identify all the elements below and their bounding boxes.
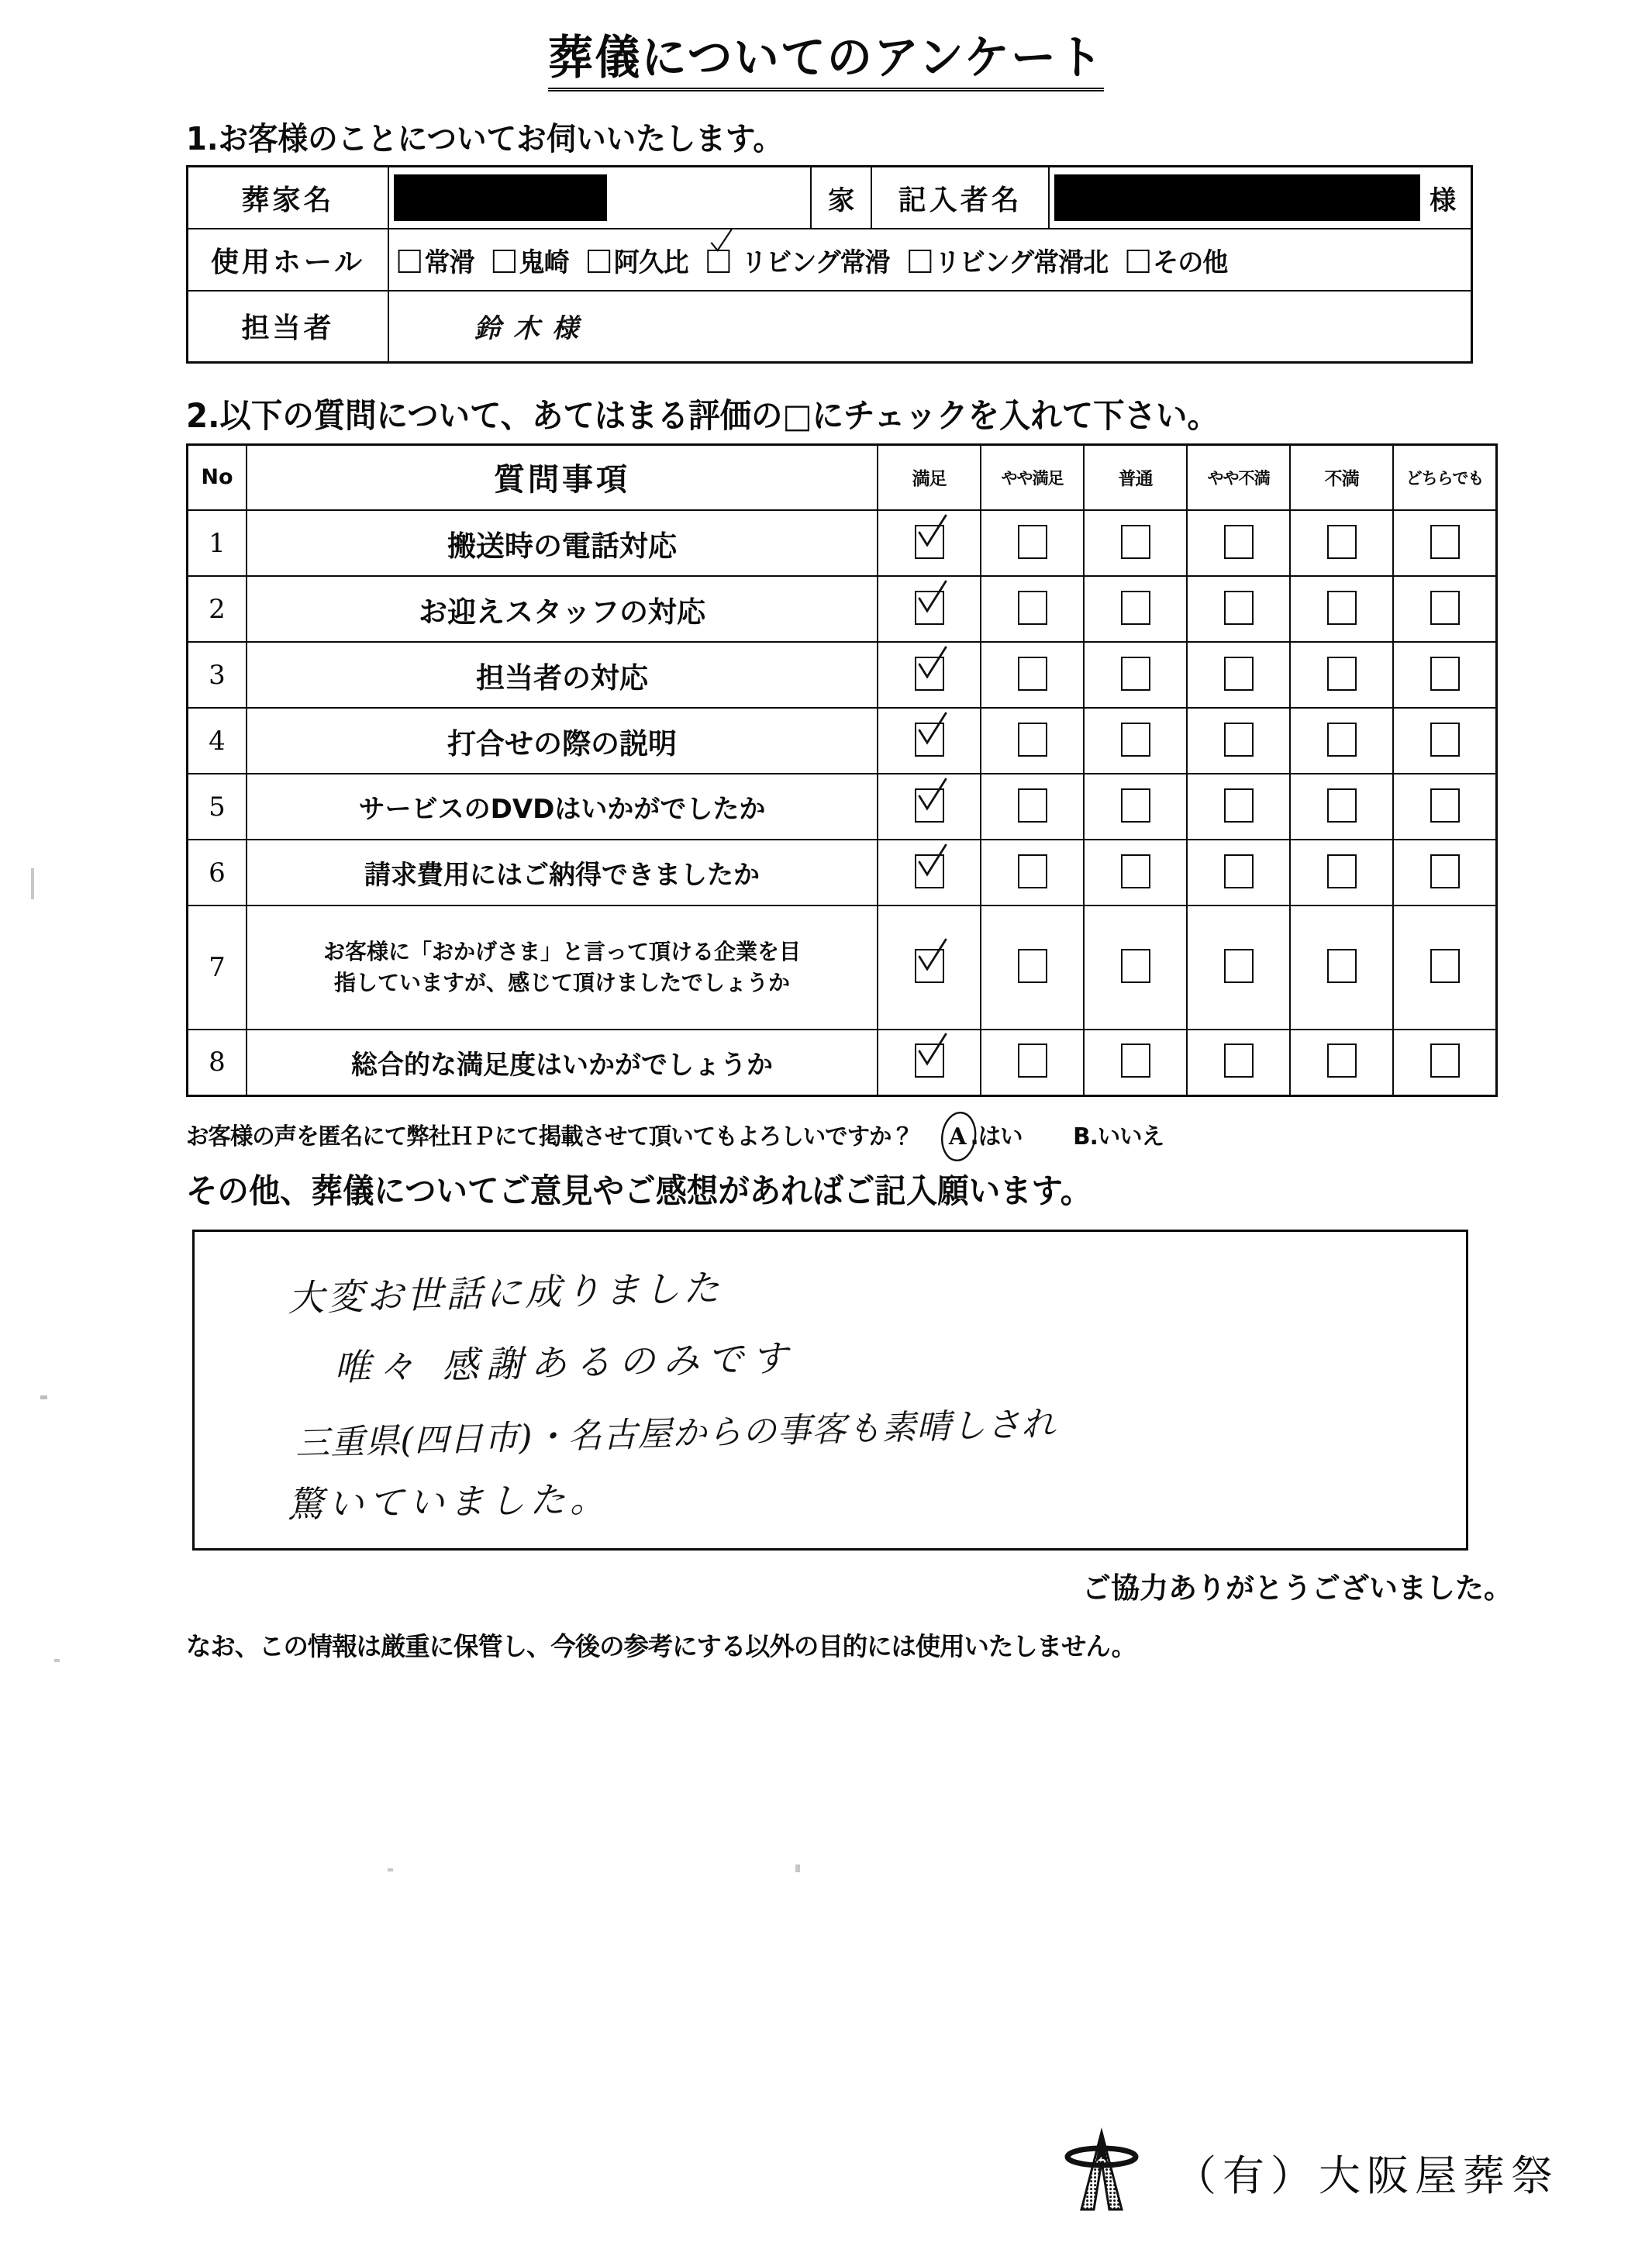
table-row: [188, 708, 1497, 774]
rating-cell[interactable]: [1393, 642, 1497, 708]
column-header-rating-1: やや満足: [981, 444, 1084, 510]
table-row: [188, 906, 1497, 1030]
rating-cell[interactable]: [1290, 576, 1393, 642]
checkbox-icon[interactable]: [1430, 949, 1460, 983]
rating-cell[interactable]: [1187, 840, 1290, 906]
rating-cell[interactable]: [1084, 774, 1187, 840]
section-1-heading: 1.お客様のことについてお伺いいたします。: [186, 120, 783, 157]
rating-cell[interactable]: [1187, 774, 1290, 840]
checkbox-icon[interactable]: [1018, 854, 1047, 888]
rating-cell[interactable]: [1187, 510, 1290, 576]
label-writer-name: 記入者名: [871, 167, 1049, 229]
rating-cell[interactable]: [878, 642, 981, 708]
comment-line-4: 驚いていました。: [287, 1477, 611, 1526]
checkbox-icon[interactable]: [1224, 949, 1254, 983]
hall-label: 阿久比: [613, 247, 688, 278]
check-mark-icon: [915, 778, 949, 813]
checkbox-icon[interactable]: [1327, 854, 1357, 888]
question-number: 7: [188, 906, 247, 1030]
checkbox-icon[interactable]: [915, 788, 944, 823]
question-number: 5: [188, 774, 247, 840]
rating-cell[interactable]: [1290, 774, 1393, 840]
checkbox-icon[interactable]: [493, 250, 516, 273]
label-staff: 担当者: [188, 291, 389, 362]
hall-label: 鬼崎: [519, 247, 569, 278]
checkbox-icon[interactable]: [915, 854, 944, 888]
question-text-line-1: お客様に「おかげさま」と言って頂ける企業を目: [322, 939, 801, 965]
question-number: 1: [188, 510, 247, 576]
table-row: [188, 1030, 1497, 1095]
rating-cell[interactable]: [878, 576, 981, 642]
hall-label: その他: [1153, 247, 1228, 278]
check-mark-icon: [915, 712, 949, 747]
rating-cell[interactable]: [1084, 642, 1187, 708]
rating-cell[interactable]: [1393, 1030, 1497, 1095]
column-header-rating-0: 満足: [878, 444, 981, 510]
hall-option-onizaki[interactable]: [493, 241, 569, 279]
checkbox-icon[interactable]: [1018, 525, 1047, 559]
section-2-heading: 2.以下の質問について、あてはまる評価の□にチェックを入れて下さい。: [186, 396, 1219, 436]
rating-cell[interactable]: [1084, 576, 1187, 642]
rating-cell[interactable]: [981, 1030, 1084, 1095]
thanks-message: ご協力ありがとうございました。: [1082, 1571, 1512, 1605]
rating-cell[interactable]: [1393, 906, 1497, 1030]
suffix-writer: 様: [1430, 185, 1457, 216]
checkbox-icon[interactable]: [1018, 949, 1047, 983]
field-staff-name[interactable]: 鈴木様: [388, 291, 1472, 362]
column-header-item: 質問事項: [247, 444, 878, 510]
consent-option-a-text: .はい: [970, 1123, 1023, 1150]
checkbox-icon[interactable]: [1224, 657, 1254, 691]
rating-cell[interactable]: [878, 906, 981, 1030]
customer-info-table: [186, 165, 1473, 364]
checkbox-icon[interactable]: [915, 1043, 944, 1078]
comment-line-3: 三重県(四日市)・名古屋からの事客も素晴しされ: [295, 1403, 1057, 1464]
rating-cell[interactable]: [1393, 840, 1497, 906]
checkbox-icon[interactable]: [1121, 657, 1150, 691]
rating-cell[interactable]: [1290, 642, 1393, 708]
rating-cell[interactable]: [1084, 906, 1187, 1030]
comment-line-1: 大変お世話に成りました: [287, 1266, 723, 1320]
rating-cell[interactable]: [1393, 708, 1497, 774]
question-number: 3: [188, 642, 247, 708]
checkbox-icon[interactable]: [1430, 657, 1460, 691]
hall-label: 常滑: [424, 247, 474, 278]
rating-cell[interactable]: [1084, 708, 1187, 774]
checkbox-icon[interactable]: [1327, 525, 1357, 559]
hall-option-other[interactable]: [1126, 241, 1227, 279]
rating-cell[interactable]: [981, 840, 1084, 906]
hp-consent-question: お客様の声を匿名にて弊社ＨＰにて掲載させて頂いてもよろしいですか？: [186, 1123, 913, 1150]
questions-table-body: [188, 510, 1497, 1095]
checkbox-icon[interactable]: [1121, 788, 1150, 823]
page-title-wrap: [0, 31, 1652, 91]
checkbox-icon[interactable]: [1327, 1043, 1357, 1078]
rating-cell[interactable]: [981, 774, 1084, 840]
field-family-name[interactable]: [388, 167, 811, 229]
rating-cell[interactable]: [981, 510, 1084, 576]
checkbox-icon[interactable]: [1327, 723, 1357, 757]
rating-cell[interactable]: [1290, 906, 1393, 1030]
hall-label: リビング常滑北: [934, 247, 1109, 278]
rating-cell[interactable]: [1393, 576, 1497, 642]
rating-cell[interactable]: [878, 510, 981, 576]
hall-option-agui[interactable]: [588, 241, 688, 279]
rating-cell[interactable]: [878, 708, 981, 774]
comment-box[interactable]: [192, 1230, 1468, 1551]
question-text: お迎えスタッフの対応: [247, 576, 878, 642]
table-row: [188, 642, 1497, 708]
question-text-line-2: 指していますが、感じて頂けましたでしょうか: [333, 970, 790, 995]
question-number: 2: [188, 576, 247, 642]
check-mark-icon: [708, 229, 733, 255]
table-row: [188, 510, 1497, 576]
check-mark-icon: [915, 580, 949, 616]
suffix-family: 家: [811, 167, 871, 229]
rating-cell[interactable]: [1187, 642, 1290, 708]
checkbox-icon[interactable]: [1121, 723, 1150, 757]
rating-cell[interactable]: [1393, 774, 1497, 840]
hall-option-tokoname[interactable]: [398, 241, 474, 279]
company-logo-icon: [1055, 2126, 1148, 2219]
rating-cell[interactable]: [1187, 576, 1290, 642]
column-header-rating-5: どちらでも: [1393, 444, 1497, 510]
rating-cell[interactable]: [1187, 906, 1290, 1030]
checkbox-icon[interactable]: [915, 657, 944, 691]
question-text: [247, 906, 878, 1030]
rating-cell[interactable]: [1084, 510, 1187, 576]
consent-option-b[interactable]: B.いいえ: [1073, 1123, 1164, 1150]
question-number: 6: [188, 840, 247, 906]
checkbox-icon[interactable]: [1018, 657, 1047, 691]
checkbox-icon[interactable]: [1018, 1043, 1047, 1078]
rating-cell[interactable]: [1290, 708, 1393, 774]
checkbox-icon[interactable]: [1121, 949, 1150, 983]
rating-cell[interactable]: [981, 906, 1084, 1030]
checkbox-icon[interactable]: [1224, 525, 1254, 559]
checkbox-icon[interactable]: [1121, 591, 1150, 625]
checkbox-icon[interactable]: [915, 723, 944, 757]
table-row-staff: [188, 291, 1472, 362]
circle-annotation-icon: [935, 1111, 982, 1162]
consent-option-a-letter: A: [948, 1123, 966, 1150]
consent-option-a[interactable]: [944, 1123, 971, 1150]
question-text: 請求費用にはご納得できましたか: [247, 840, 878, 906]
rating-cell[interactable]: [1290, 510, 1393, 576]
checkbox-icon[interactable]: [1121, 525, 1150, 559]
rating-cell[interactable]: [981, 576, 1084, 642]
column-header-rating-4: 不満: [1290, 444, 1393, 510]
checkbox-icon[interactable]: [1018, 788, 1047, 823]
column-header-no: No: [188, 444, 247, 510]
checkbox-icon[interactable]: [1327, 949, 1357, 983]
checkbox-icon[interactable]: [1327, 788, 1357, 823]
rating-cell[interactable]: [1290, 840, 1393, 906]
checkbox-icon[interactable]: [1224, 788, 1254, 823]
footer-branding: [1055, 2126, 1559, 2219]
checkbox-icon[interactable]: [909, 250, 931, 273]
table-row: [188, 840, 1497, 906]
hall-option-living-tokoname[interactable]: [707, 241, 890, 279]
check-mark-icon: [915, 646, 949, 681]
checkbox-icon[interactable]: [1126, 250, 1149, 273]
label-family-name: 葬家名: [188, 167, 389, 229]
checkbox-icon[interactable]: [1224, 1043, 1254, 1078]
checkbox-icon[interactable]: [1224, 854, 1254, 888]
company-name: （有）大阪屋葬祭: [1174, 2151, 1559, 2200]
scan-artifact: [54, 1659, 60, 1662]
checkbox-icon[interactable]: [1018, 723, 1047, 757]
rating-cell[interactable]: [1290, 1030, 1393, 1095]
hp-consent-line: [186, 1117, 1623, 1151]
redacted-family-name: [394, 174, 607, 221]
checkbox-icon[interactable]: [1327, 591, 1357, 625]
check-mark-icon: [915, 843, 949, 879]
field-writer-name[interactable]: [1049, 167, 1471, 229]
checkbox-icon[interactable]: [1121, 854, 1150, 888]
scan-artifact: [795, 1864, 800, 1872]
comment-line-2: 唯々 感謝あるのみです: [333, 1337, 796, 1389]
privacy-notice: なお、この情報は厳重に保管し、今後の参考にする以外の目的には使用いたしません。: [186, 1630, 1136, 1661]
checkbox-icon[interactable]: [398, 250, 421, 273]
redacted-writer-name: [1054, 174, 1420, 221]
label-hall: 使用ホール: [188, 229, 389, 291]
checkbox-icon[interactable]: [915, 591, 944, 625]
checkbox-icon[interactable]: [1121, 1043, 1150, 1078]
checkbox-icon[interactable]: [1430, 723, 1460, 757]
question-text: 総合的な満足度はいかがでしょうか: [247, 1030, 878, 1095]
checkbox-icon[interactable]: [1430, 788, 1460, 823]
checkbox-icon[interactable]: [588, 250, 610, 273]
checkbox-icon[interactable]: [915, 949, 944, 983]
hall-options: [388, 229, 1440, 291]
scan-artifact: [31, 868, 34, 899]
rating-cell[interactable]: [1187, 708, 1290, 774]
checkbox-icon[interactable]: [1430, 525, 1460, 559]
table-row: [188, 774, 1497, 840]
scan-artifact: [40, 1395, 47, 1399]
checkbox-icon[interactable]: [1224, 723, 1254, 757]
rating-cell[interactable]: [1084, 1030, 1187, 1095]
rating-cell[interactable]: [1393, 510, 1497, 576]
rating-cell[interactable]: [1084, 840, 1187, 906]
check-mark-icon: [915, 938, 949, 974]
checkbox-icon[interactable]: [1327, 657, 1357, 691]
question-text: 搬送時の電話対応: [247, 510, 878, 576]
question-number: 4: [188, 708, 247, 774]
hall-label: リビング常滑: [741, 247, 890, 278]
column-header-rating-2: 普通: [1084, 444, 1187, 510]
rating-cell[interactable]: [981, 642, 1084, 708]
checkbox-icon[interactable]: [1430, 854, 1460, 888]
question-text: 打合せの際の説明: [247, 708, 878, 774]
checkbox-icon[interactable]: [1018, 591, 1047, 625]
rating-cell[interactable]: [981, 708, 1084, 774]
checkbox-icon[interactable]: [1430, 591, 1460, 625]
scan-artifact: [388, 1868, 393, 1871]
checkbox-icon[interactable]: [1224, 591, 1254, 625]
rating-cell[interactable]: [1187, 1030, 1290, 1095]
hall-option-living-tokoname-kita[interactable]: [909, 241, 1108, 279]
table-header-row: [188, 444, 1497, 510]
question-text: サービスのDVDはいかがでしたか: [247, 774, 878, 840]
rating-cell[interactable]: [878, 840, 981, 906]
column-header-rating-3: やや不満: [1187, 444, 1290, 510]
table-row: [188, 576, 1497, 642]
checkbox-icon[interactable]: [915, 525, 944, 559]
table-row-hall: [188, 229, 1472, 291]
comment-heading: その他、葬儀についてご意見やご感想があればご記入願います。: [186, 1171, 1092, 1211]
questions-table: [186, 443, 1498, 1097]
checkbox-icon[interactable]: [1430, 1043, 1460, 1078]
page-title: 葬儀についてのアンケート: [548, 34, 1104, 91]
table-row-family-name: [188, 167, 1472, 229]
check-mark-icon: [915, 514, 949, 550]
rating-cell[interactable]: [878, 774, 981, 840]
check-mark-icon: [915, 1033, 949, 1068]
question-number: 8: [188, 1030, 247, 1095]
rating-cell[interactable]: [878, 1030, 981, 1095]
question-text: 担当者の対応: [247, 642, 878, 708]
